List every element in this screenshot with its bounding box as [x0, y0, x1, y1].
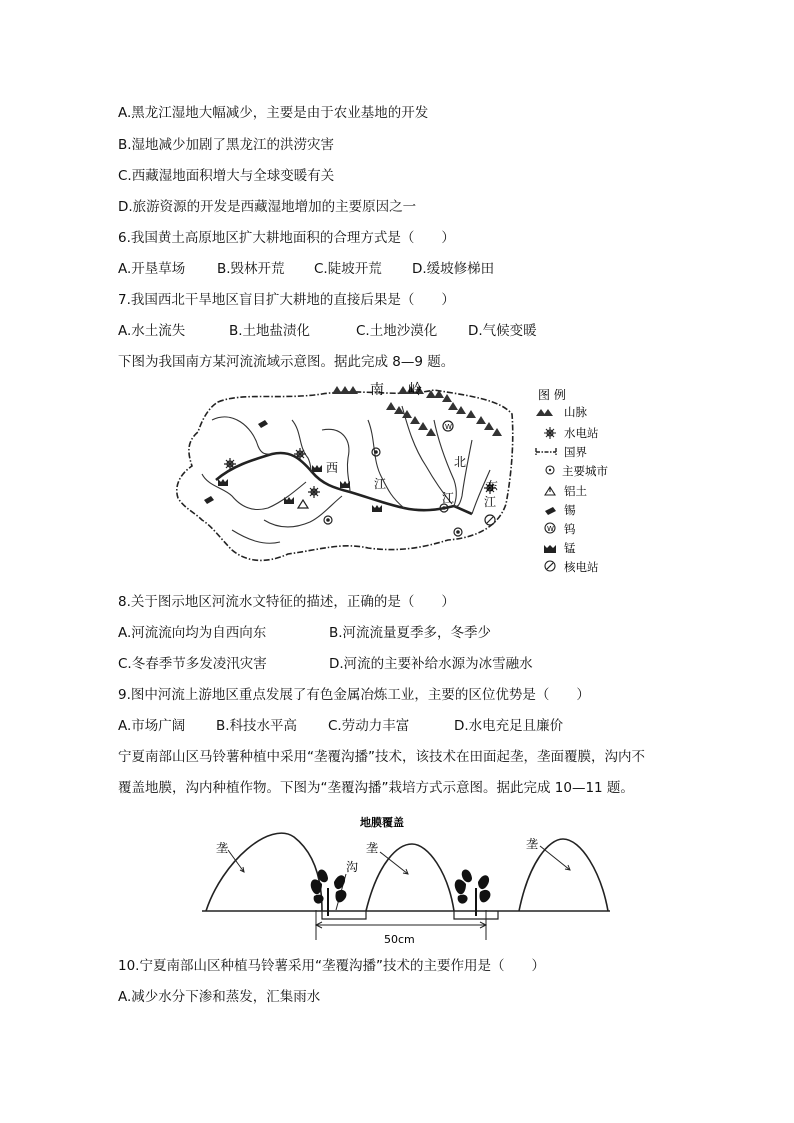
diagram-title: 地膜覆盖 [360, 816, 404, 829]
ridge-label-3: 垄 [526, 837, 539, 851]
q7-option-b: B.土地盐渍化 [229, 323, 311, 339]
q8-option-b: B.河流流量夏季多，冬季少 [329, 625, 492, 641]
mountain-icon [536, 409, 553, 416]
west-river-label-2: 江 [374, 477, 387, 491]
map-legend [536, 387, 608, 574]
q8-options-row1 [118, 624, 491, 642]
west-river-label-1: 西 [326, 461, 339, 475]
legend-hydro: 水电站 [564, 426, 599, 440]
q6-option-a: A.开垦草场 [118, 261, 186, 277]
q6-option-d: D.缓坡修梯田 [412, 261, 495, 277]
potato-plant-1 [311, 870, 347, 917]
legend-bauxite: 铝土 [564, 484, 587, 498]
q6-option-c: C.陡坡开荒 [314, 261, 382, 277]
north-river-label-2: 江 [442, 491, 455, 505]
q9-option-d: D.水电充足且廉价 [454, 718, 564, 734]
legend-mountain: 山脉 [564, 405, 587, 419]
east-river-label-1: 东 [486, 479, 499, 493]
intro-8-9: 下图为我国南方某河流流域示意图。据此完成 8—9 题。 [118, 354, 455, 370]
q5-option-b: B.湿地减少加剧了黑龙江的洪涝灾害 [118, 137, 335, 153]
q8-option-d: D.河流的主要补给水源为冰雪融水 [329, 656, 533, 672]
legend-manganese: 锰 [564, 541, 576, 555]
intro-10-11-line2: 覆盖地膜，沟内种植作物。下图为“垄覆沟播”栽培方式示意图。据此完成 10—11 题。 [118, 780, 634, 796]
q9-options [118, 717, 563, 735]
q6-options [118, 260, 494, 278]
legend-nuclear: 核电站 [564, 560, 599, 574]
q5-option-d: D.旅游资源的开发是西藏湿地增加的主要原因之一 [118, 199, 417, 215]
border-icon [536, 448, 556, 456]
ridge-label-2: 垄 [366, 841, 379, 855]
range-label-ling: 岭 [408, 382, 422, 398]
q7-option-a: A.水土流失 [118, 323, 186, 339]
q9-option-a: A.市场广阔 [118, 718, 186, 734]
north-river-label-1: 北 [454, 455, 467, 469]
ridge-ditch-diagram [196, 812, 616, 947]
q9-option-b: B.科技水平高 [216, 718, 298, 734]
q9-stem: 9.图中河流上游地区重点发展了有色金属冶炼工业，主要的区位优势是（ ） [118, 687, 590, 703]
q8-option-a: A.河流流向均为自西向东 [118, 625, 267, 641]
q6-option-b: B.毁林开荒 [217, 261, 285, 277]
q7-option-c: C.土地沙漠化 [356, 323, 438, 339]
city-icon [546, 466, 554, 474]
q6-stem: 6.我国黄土高原地区扩大耕地面积的合理方式是（ ） [118, 230, 455, 246]
q8-options-row2 [118, 655, 533, 673]
range-label-nan: 南 [370, 382, 384, 398]
q7-stem: 7.我国西北干旱地区盲目扩大耕地的直接后果是（ ） [118, 292, 455, 308]
bauxite-icon [545, 487, 555, 495]
tungsten-icon [545, 523, 555, 533]
ditch-label: 沟 [346, 860, 359, 874]
legend-city: 主要城市 [562, 464, 608, 478]
legend-title: 图 例 [538, 388, 566, 402]
east-river-label-2: 江 [484, 495, 497, 509]
q5-option-c: C.西藏湿地面积增大与全球变暖有关 [118, 168, 335, 184]
legend-tungsten: 钨 [564, 522, 576, 536]
tin-icon [545, 507, 556, 515]
q5-option-a: A.黑龙江湿地大幅减少，主要是由于农业基地的开发 [118, 105, 429, 121]
hydro-station-icon [544, 427, 556, 439]
river-basin-map [172, 380, 617, 578]
q7-option-d: D.气候变暖 [468, 323, 537, 339]
legend-border: 国界 [564, 445, 587, 459]
manganese-icon [544, 545, 556, 553]
ridge-label-1: 垄 [216, 841, 229, 855]
q9-option-c: C.劳动力丰富 [328, 718, 410, 734]
nuclear-icon [545, 561, 555, 571]
q10-stem: 10.宁夏南部山区种植马铃薯采用“垄覆沟播”技术的主要作用是（ ） [118, 958, 545, 974]
intro-10-11-line1: 宁夏南部山区马铃薯种植中采用“垄覆沟播”技术，该技术在田面起垄，垄面覆膜，沟内不 [118, 749, 645, 765]
q8-stem: 8.关于图示地区河流水文特征的描述，正确的是（ ） [118, 594, 455, 610]
width-label: 50cm [384, 933, 415, 946]
svg-text:W: W [547, 525, 554, 533]
q7-options [118, 322, 537, 340]
legend-tin: 锡 [564, 503, 576, 517]
potato-plant-2 [455, 870, 491, 917]
q8-option-c: C.冬春季节多发凌汛灾害 [118, 656, 267, 672]
q10-option-a: A.减少水分下渗和蒸发，汇集雨水 [118, 989, 321, 1005]
svg-text:W: W [445, 423, 452, 431]
